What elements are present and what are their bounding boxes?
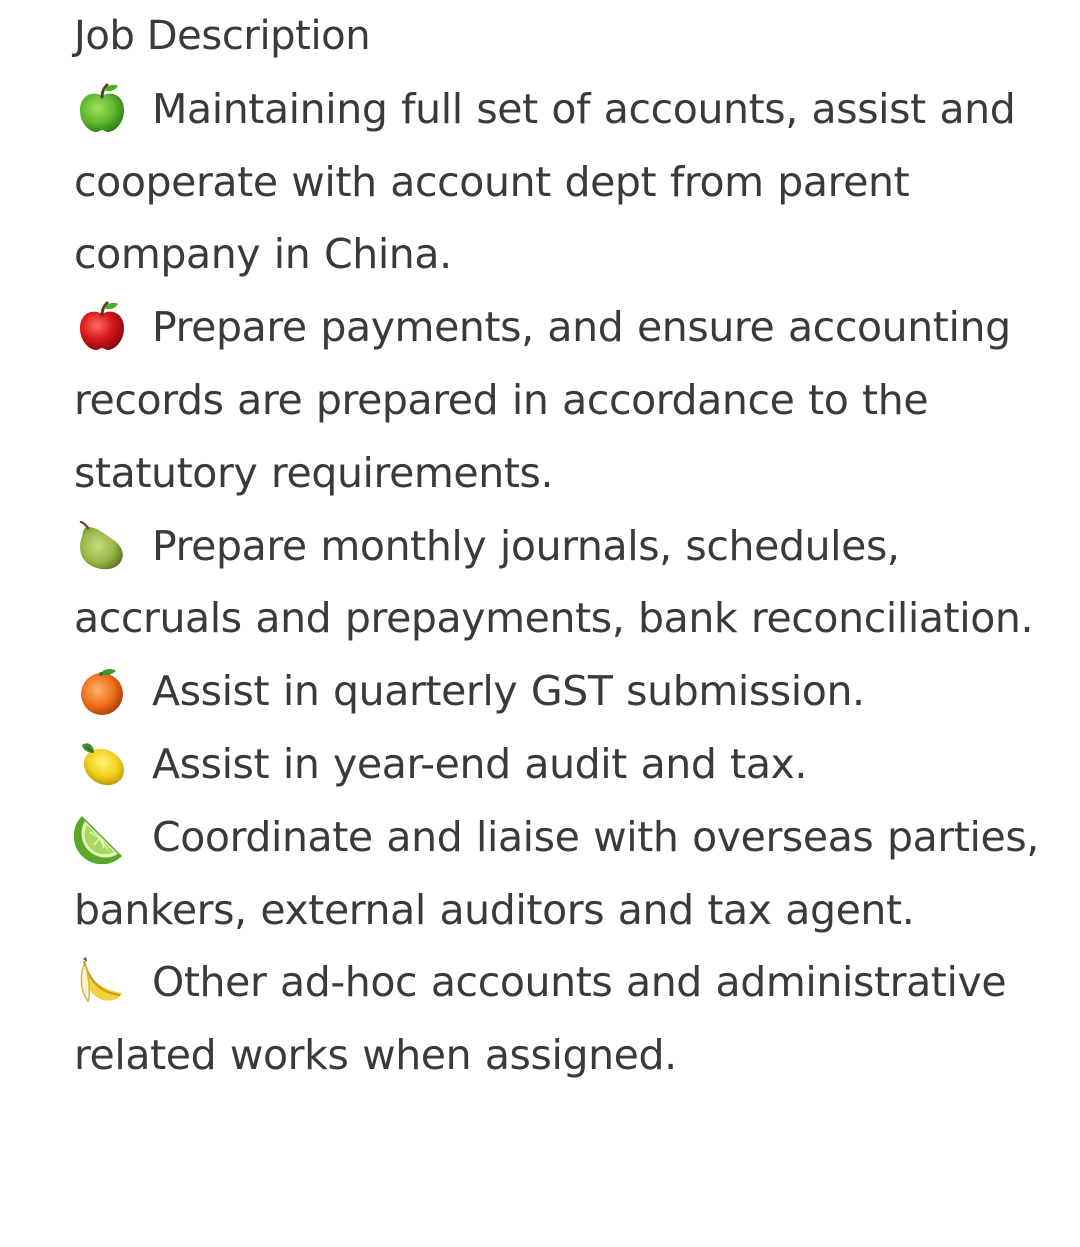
list-item	[74, 291, 1054, 509]
list-item	[74, 73, 1054, 291]
item-text: Prepare payments, and ensure accounting records are prepared in accordance to the statutory requirements.	[74, 303, 1011, 497]
item-text: Assist in year-end audit and tax.	[152, 739, 808, 788]
item-text: Assist in quarterly GST submission.	[152, 667, 865, 716]
lemon-icon	[74, 735, 130, 791]
item-text: Prepare monthly journals, schedules, accruals and prepayments, bank reconciliation.	[74, 521, 1034, 643]
list-item	[74, 728, 1054, 801]
green-apple-icon	[74, 80, 130, 136]
pear-icon	[74, 517, 130, 573]
item-text: Maintaining full set of accounts, assist and cooperate with account dept from parent company in China.	[74, 84, 1016, 279]
list-item	[74, 655, 1054, 728]
red-apple-icon	[74, 298, 130, 354]
list-item	[74, 946, 1054, 1092]
list-item	[74, 510, 1054, 656]
item-text: Other ad-hoc accounts and administrative related works when assigned.	[74, 958, 1007, 1080]
list-item	[74, 801, 1054, 947]
job-description-document	[74, 0, 1054, 1092]
item-text: Coordinate and liaise with overseas parties, bankers, external auditors and tax agent.	[74, 812, 1039, 934]
tangerine-icon	[74, 662, 130, 718]
page-title: Job Description	[74, 13, 371, 59]
lime-icon	[74, 808, 130, 864]
banana-icon	[74, 953, 130, 1009]
